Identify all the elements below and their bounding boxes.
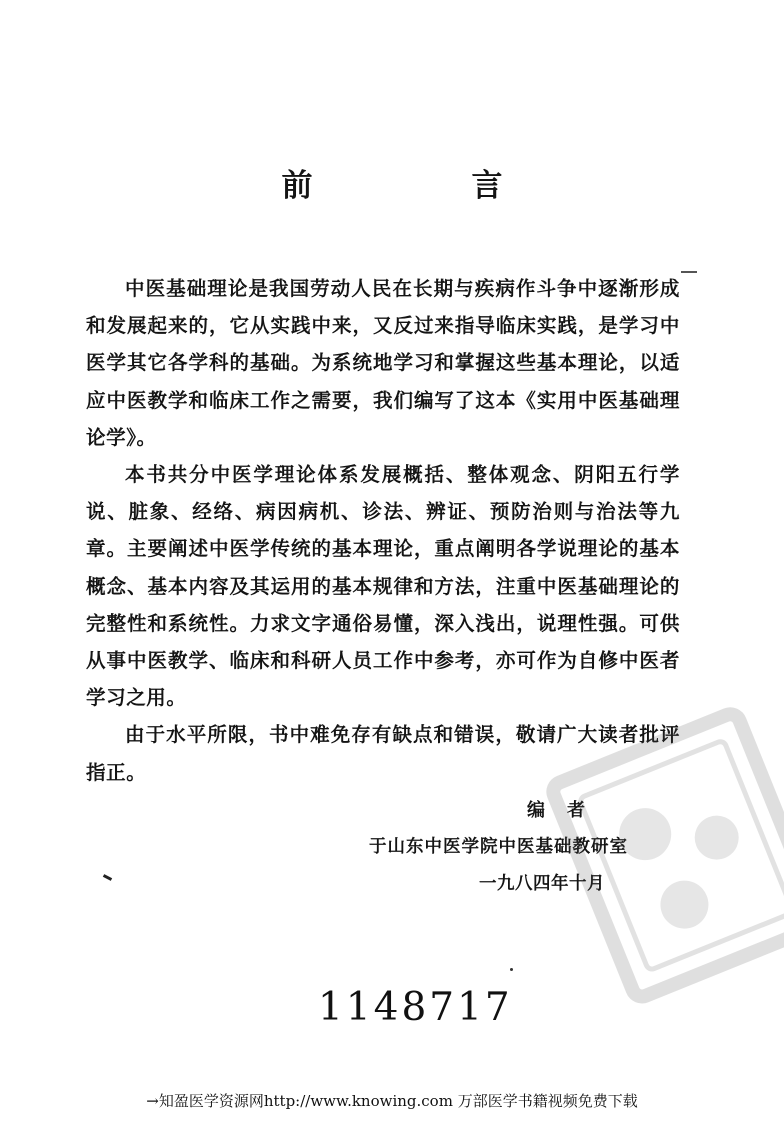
scan-speck: [510, 968, 513, 971]
library-number: 1148717: [318, 985, 513, 1030]
page-title: 前 言: [281, 168, 567, 204]
signature-organization: 于山东中医学院中医基础教研室: [369, 837, 628, 857]
signature-date: 一九八四年十月: [479, 874, 605, 894]
footer-watermark-link[interactable]: →知盈医学资源网http://www.knowing.com 万部医学书籍视频免费下载: [146, 1092, 638, 1110]
library-stamp-watermark: [548, 700, 784, 1020]
scan-mark: [103, 874, 112, 881]
paragraph-3: 由于水平所限，书中难免存有缺点和错误，敬请广大读者批评指正。: [86, 723, 680, 784]
paragraph-2: 本书共分中医学理论体系发展概括、整体观念、阴阳五行学说、脏象、经络、病因病机、诊法、辨证、预防治则与治法等九章。主要阐述中医学传统的基本理论，重点阐明各学说理论的基本概念、基本内容及其运用的基本规律和方法，注重中医基础理论的完整性和系统性。力求文字通俗易懂，深入浅出，说理性强。可供从事中医教学、临床和科研人员工作中参考，亦可作为自修中医者学习之用。: [86, 463, 680, 710]
signature-label: 编者: [527, 800, 607, 821]
paragraph-1: 中医基础理论是我国劳动人民在长期与疾病作斗争中逐渐形成和发展起来的，它从实践中来，又反过来指导临床实践，是学习中医学其它各学科的基础。为系统地学习和掌握这些基本理论，以适应中医教学和临床工作之需要，我们编写了这本《实用中医基础理论学》。: [86, 277, 680, 449]
scan-mark: [681, 271, 697, 273]
